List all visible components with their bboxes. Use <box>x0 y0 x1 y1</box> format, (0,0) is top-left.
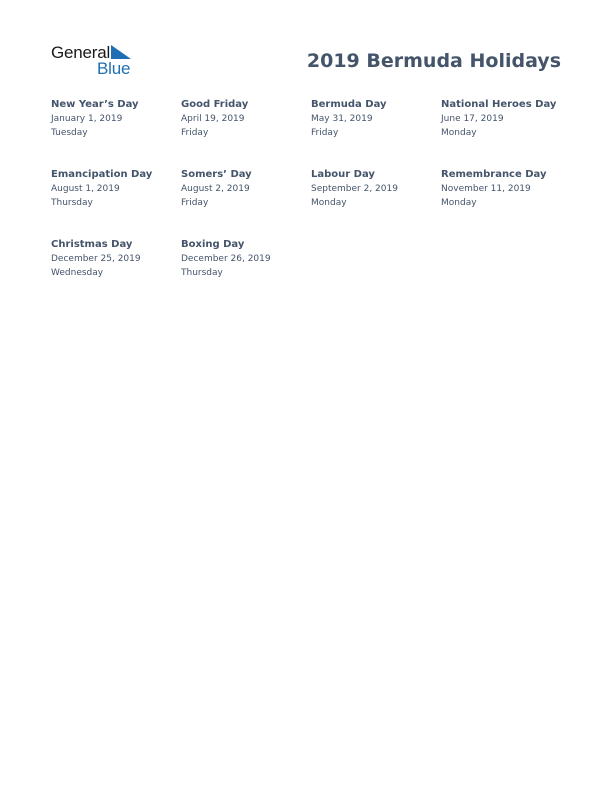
holiday-name: Emancipation Day <box>51 169 153 180</box>
holiday-weekday: Friday <box>181 128 209 138</box>
holiday-date: December 25, 2019 <box>51 254 141 264</box>
holiday-weekday: Monday <box>441 128 477 138</box>
holiday-weekday: Thursday <box>181 268 223 278</box>
holiday-item <box>311 98 439 140</box>
holiday-weekday: Monday <box>441 198 477 208</box>
generalblue-logo <box>51 43 141 79</box>
holiday-item <box>181 168 309 210</box>
holiday-weekday: Tuesday <box>51 128 88 138</box>
holiday-date: August 1, 2019 <box>51 184 120 194</box>
holiday-weekday: Monday <box>311 198 347 208</box>
page-title: 2019 Bermuda Holidays <box>306 50 561 72</box>
holiday-weekday: Friday <box>311 128 339 138</box>
holiday-weekday: Wednesday <box>51 268 104 278</box>
holiday-date: May 31, 2019 <box>311 114 373 124</box>
holiday-item <box>181 238 309 280</box>
holiday-name: Labour Day <box>311 169 375 180</box>
holiday-item <box>51 98 179 140</box>
holiday-item <box>441 98 569 140</box>
holiday-name: National Heroes Day <box>441 99 557 110</box>
holiday-item <box>311 168 439 210</box>
holiday-item <box>51 238 179 280</box>
holiday-name: Somers’ Day <box>181 169 252 180</box>
holiday-weekday: Thursday <box>51 198 93 208</box>
holiday-date: August 2, 2019 <box>181 184 250 194</box>
holiday-weekday: Friday <box>181 198 209 208</box>
holiday-item <box>441 168 569 210</box>
holiday-date: January 1, 2019 <box>51 114 123 124</box>
holiday-item <box>51 168 179 210</box>
holiday-name: New Year’s Day <box>51 99 139 110</box>
logo-triangle-icon <box>111 45 131 59</box>
holiday-name: Christmas Day <box>51 239 133 250</box>
holiday-date: November 11, 2019 <box>441 184 531 194</box>
holiday-item <box>181 98 309 140</box>
holiday-name: Good Friday <box>181 99 249 110</box>
holiday-date: April 19, 2019 <box>181 114 245 124</box>
holiday-date: September 2, 2019 <box>311 184 398 194</box>
holiday-date: June 17, 2019 <box>441 114 504 124</box>
holiday-name: Bermuda Day <box>311 99 387 110</box>
holiday-name: Boxing Day <box>181 239 245 250</box>
holiday-name: Remembrance Day <box>441 169 547 180</box>
logo-word-general: General <box>51 43 111 62</box>
logo-word-blue: Blue <box>97 59 131 78</box>
holiday-date: December 26, 2019 <box>181 254 271 264</box>
